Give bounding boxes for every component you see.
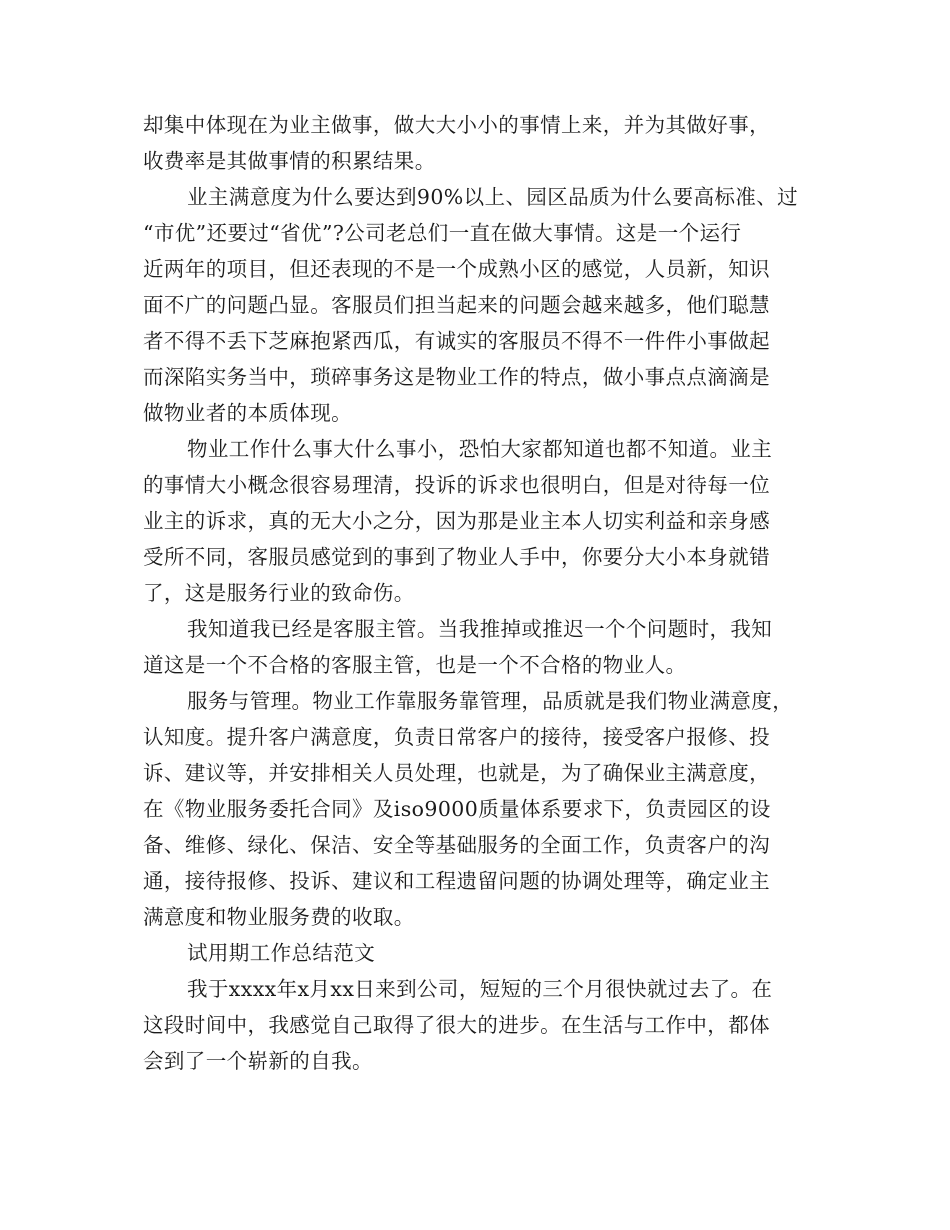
text-line: 者不得不丢下芝麻抱紧西瓜，有诚实的客服员不得不一件件小事做起 (143, 329, 770, 353)
text-line: 备、维修、绿化、保洁、安全等基础服务的全面工作，负责客户的沟 (143, 833, 770, 857)
text-line: 了，这是服务行业的致命伤。 (143, 581, 415, 605)
text-line: 物业工作什么事大什么事小，恐怕大家都知道也都不知道。业主 (187, 437, 773, 461)
text-line: 近两年的项目，但还表现的不是一个成熟小区的感觉，人员新，知识 (143, 257, 770, 281)
text-line: 而深陷实务当中，琐碎事务这是物业工作的特点，做小事点点滴滴是 (143, 365, 770, 389)
text-line: “市优”还要过“省优”?公司老总们一直在做大事情。这是一个运行 (143, 221, 742, 245)
text-line: 试用期工作总结范文 (187, 941, 376, 965)
text-line: 我于xxxx年x月xx日来到公司，短短的三个月很快就过去了。在 (187, 977, 773, 1001)
text-line: 受所不同，客服员感觉到的事到了物业人手中，你要分大小本身就错 (143, 545, 770, 569)
text-line: 在《物业服务委托合同》及iso9000质量体系要求下，负责园区的设 (143, 797, 771, 821)
text-line: 诉、建议等，并安排相关人员处理，也就是，为了确保业主满意度， (143, 761, 770, 785)
text-line: 收费率是其做事情的积累结果。 (143, 149, 436, 173)
text-line: 面不广的问题凸显。客服员们担当起来的问题会越来越多，他们聪慧 (143, 293, 770, 317)
text-line: 做物业者的本质体现。 (143, 401, 352, 425)
text-line: 却集中体现在为业主做事，做大大小小的事情上来，并为其做好事， (143, 113, 770, 137)
text-line: 通，接待报修、投诉、建议和工程遗留问题的协调处理等，确定业主 (143, 869, 770, 893)
text-line: 会到了一个崭新的自我。 (143, 1049, 373, 1073)
text-line: 业主的诉求，真的无大小之分，因为那是业主本人切实利益和亲身感 (143, 509, 770, 533)
text-line: 的事情大小概念很容易理清，投诉的诉求也很明白，但是对待每一位 (143, 473, 770, 497)
document-body (143, 107, 813, 1079)
text-line: 我知道我已经是客服主管。当我推掉或推迟一个个问题时，我知 (187, 617, 773, 641)
text-line: 道这是一个不合格的客服主管，也是一个不合格的物业人。 (143, 653, 687, 677)
text-line: 服务与管理。物业工作靠服务靠管理，品质就是我们物业满意度， (187, 689, 794, 713)
text-line: 满意度和物业服务费的收取。 (143, 905, 415, 929)
text-line: 这段时间中，我感觉自己取得了很大的进步。在生活与工作中，都体 (143, 1013, 770, 1037)
text-line: 业主满意度为什么要达到90%以上、园区品质为什么要高标准、过 (187, 185, 799, 209)
text-line: 认知度。提升客户满意度，负责日常客户的接待，接受客户报修、投 (143, 725, 770, 749)
